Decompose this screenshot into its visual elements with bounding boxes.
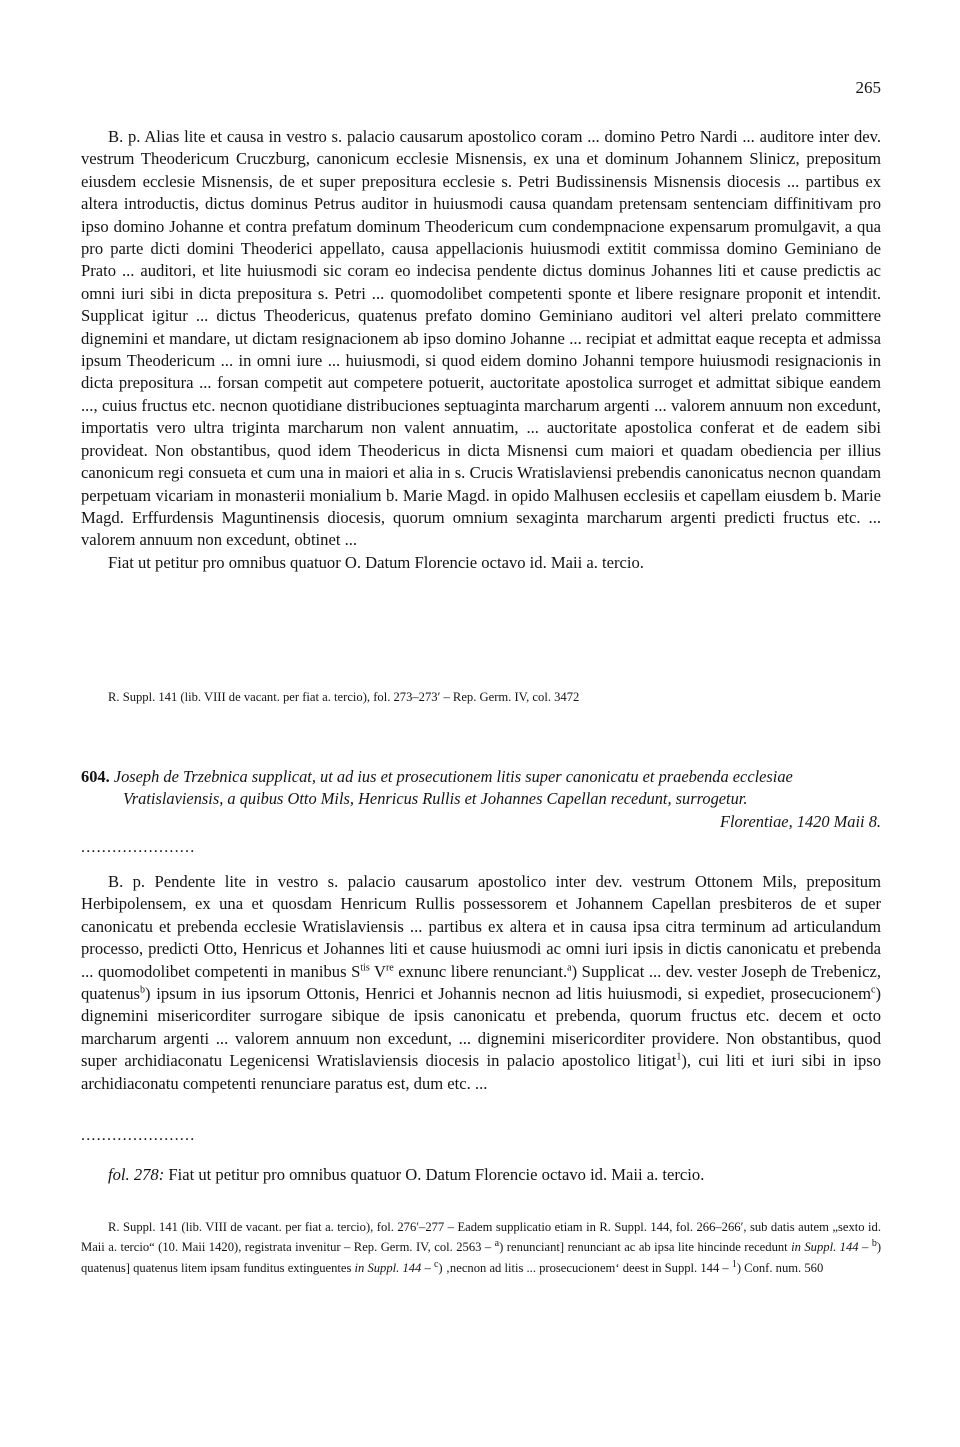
footnote-mark: 1 bbox=[676, 1051, 682, 1063]
footnote-mark: 1 bbox=[731, 1258, 737, 1270]
note-part: ) Conf. num. 560 bbox=[736, 1260, 824, 1275]
fiat-text: Fiat ut petitur pro omnibus quatuor O. Datum Florencie octavo id. Maii a. tercio. bbox=[164, 1165, 705, 1184]
text-part: ), cui liti et iuri sibi in ipso archidiaconatu competenti renunciare paratus est, dum etc. ... bbox=[81, 1051, 881, 1093]
footnote-mark: c bbox=[433, 1258, 439, 1270]
page-number: 265 bbox=[855, 78, 881, 97]
text-part: B. p. Pendente lite in vestro s. palacio causarum apostolico inter dev. vestrum Ottonem Mils, prepositum Herbipolensem, ex una et quosdam Henricum Rullis possessorem et Johannem Capellan presbiteros de et super canonicatu et prebenda ecclesie Wratislaviensis ... partibus ex altera et in causa ipsa citra terminum ad articulandum processo, predicti Otto, Henricus et Johannes liti et cause huiusmodi ac omni iuri ipsis in dictis canonicatu et prebenda ... quomodolibet competenti in manibus S bbox=[81, 872, 881, 981]
footnote-mark: a bbox=[567, 962, 572, 974]
text-part: exnunc libere renunciant. bbox=[393, 961, 568, 981]
text-part: ) dignemini misericorditer surrogare sibique de ipsis canonicatu et prebenda, quorum fructus etc. decem et octo marcharum argenti ... valorem annuum non excedunt, ... dignemini misericorditer providere. Non obstantibus, quod super archidiaconatu Legenicensi Wratislaviensis diocesis in palacio apostolico litigat bbox=[81, 984, 881, 1071]
text-part: ) Supplicat ... dev. vester Joseph de Trebenicz, quatenus bbox=[81, 961, 881, 1004]
footnote-mark: c bbox=[871, 984, 876, 996]
previous-entry-text: B. p. Alias lite et causa in vestro s. palacio causarum apostolico coram ... domino Petro Nardi ... auditore inter dev. vestrum Theodericum Cruczburg, canonicum ecclesie Misnensis, ex una et dominum Johannem Slinicz, prepositum eiusdem ecclesie Misnensis, de et super prepositura ecclesie s. Petri Budissinensis Misnensis diocesis ... partibus ex altera introductis, dictus dominus Petrus auditor in huiusmodi causa quandam pretensam sentenciam diffinitivam pro ipso domino Johanne et contra prefatum dominum Theodericum cum condempnacione expensarum promulgavit, a qua pro parte dicti domini Theoderici appellato, causa appellacionis huiusmodi extitit commissa domino Geminiano de Prato ... auditori, et lite huiusmodi sic coram eo indecisa pendente dictus dominus Johannes liti et cause predictis ac omni iuri sibi in dicta prepositura s. Petri ... quomodolibet competenti sponte et libere resignare proponit et intendit. Supplicat igitur ... dictus Theodericus, quatenus prefato domino Geminiano auditori vel alteri prelato committere dignemini et mandare, ut dictam resignacionem ab ipso domino Johanne ... recipiat et admittat eaque recepta et admissa ipsum Theodericum ... in omni iure ... huiusmodi, si quod eidem domino Johanni tempore huiusmodi resignacionis in dicta prepositura ... forsan competit aut competere potuerit, auctoritate apostolica surroget et admittat sibique eandem ..., cuius fructus etc. necnon quotidiane distribuciones septuaginta marcharum argenti ... valorem annuum non excedunt, importatis vero ultra triginta marcharum non valent annuatim, ... auctoritate apostolica conferat et de eadem sibi provideat. Non obstantibus, quod idem Theodericus in dicta Misnensi cum maiori et quadam obediencia per illius canonicum regi consueta et cum una in maiori et alia in s. Crucis Wratislaviensi prebendis canonicatus necnon quandam perpetuam vicariam in monasterii monialium b. Marie Magd. in opido Malhusen ecclesiis et capellam eiusdem b. Marie Magd. Erffurdensis Maguntinensis diocesis, quorum omnium sexaginta marcharum argenti predicti fructus etc. ... valorem annuum non excedunt, obtinet ... bbox=[81, 127, 881, 550]
summary-line-1: Joseph de Trzebnica supplicat, ut ad ius et prosecutionem litis super canonicatu et praebenda ecclesiae bbox=[113, 767, 793, 786]
note-part: in Suppl. 144 bbox=[354, 1260, 422, 1275]
superscript: tis bbox=[360, 962, 370, 974]
note-part: ) ‚necnon ad litis ... prosecucionem‘ deest in Suppl. 144 – bbox=[438, 1260, 732, 1275]
place-date: Florentiae, 1420 Maii 8. bbox=[719, 811, 881, 831]
entry-604-fiat bbox=[108, 1164, 888, 1186]
footnote-mark: a bbox=[494, 1238, 500, 1250]
footnote-mark: b bbox=[871, 1238, 877, 1250]
footnote-mark: b bbox=[140, 984, 145, 996]
omission-dots: ...................... bbox=[81, 1127, 196, 1144]
previous-entry-fiat: Fiat ut petitur pro omnibus quatuor O. Datum Florencie octavo id. Maii a. tercio. bbox=[108, 552, 644, 572]
omission-dots: ...................... bbox=[81, 839, 196, 856]
entry-604-heading bbox=[81, 766, 881, 833]
note-part: ) renunciant] renunciant ac ab ipsa lite hincinde recedunt bbox=[499, 1240, 792, 1255]
previous-entry-source-note: R. Suppl. 141 (lib. VIII de vacant. per fiat a. tercio), fol. 273–273′ – Rep. Germ. IV, col. 3472 bbox=[108, 690, 580, 704]
heading-line-1 bbox=[81, 766, 881, 788]
note-part: – bbox=[858, 1240, 872, 1255]
entry-604-body bbox=[81, 871, 881, 1095]
entry-604-notes bbox=[81, 1217, 881, 1278]
text-part: V bbox=[369, 961, 386, 981]
summary-line-2: Vratislaviensis, a quibus Otto Mils, Henricus Rullis et Johannes Capellan recedunt, surrogetur. bbox=[123, 789, 748, 809]
note-part: R. Suppl. 141 (lib. VIII de vacant. per fiat a. tercio), fol. 276′–277 – Eadem supplicatio etiam in R. Suppl. 144, fol. 266–266′, sub datis autem „sexto id. Maii a. tercio“ (10. Maii 1420), registrata invenitur – Rep. Germ. IV, col. 2563 – bbox=[81, 1220, 881, 1255]
notes-text bbox=[81, 1217, 881, 1278]
folio-reference: fol. 278: bbox=[108, 1165, 165, 1184]
previous-entry-body bbox=[81, 126, 881, 574]
entry-604-text bbox=[81, 871, 881, 1095]
note-part: ) quatenus] quatenus litem ipsam funditus extinguentes bbox=[81, 1240, 882, 1275]
note-part: – bbox=[421, 1260, 434, 1275]
entry-number: 604. bbox=[81, 767, 110, 786]
text-part: ) ipsum in ius ipsorum Ottonis, Henrici et Johannis necnon ad litis huiusmodi, si expediet, prosecucionem bbox=[145, 984, 872, 1004]
superscript: re bbox=[385, 962, 394, 974]
note-part: in Suppl. 144 bbox=[791, 1240, 859, 1255]
